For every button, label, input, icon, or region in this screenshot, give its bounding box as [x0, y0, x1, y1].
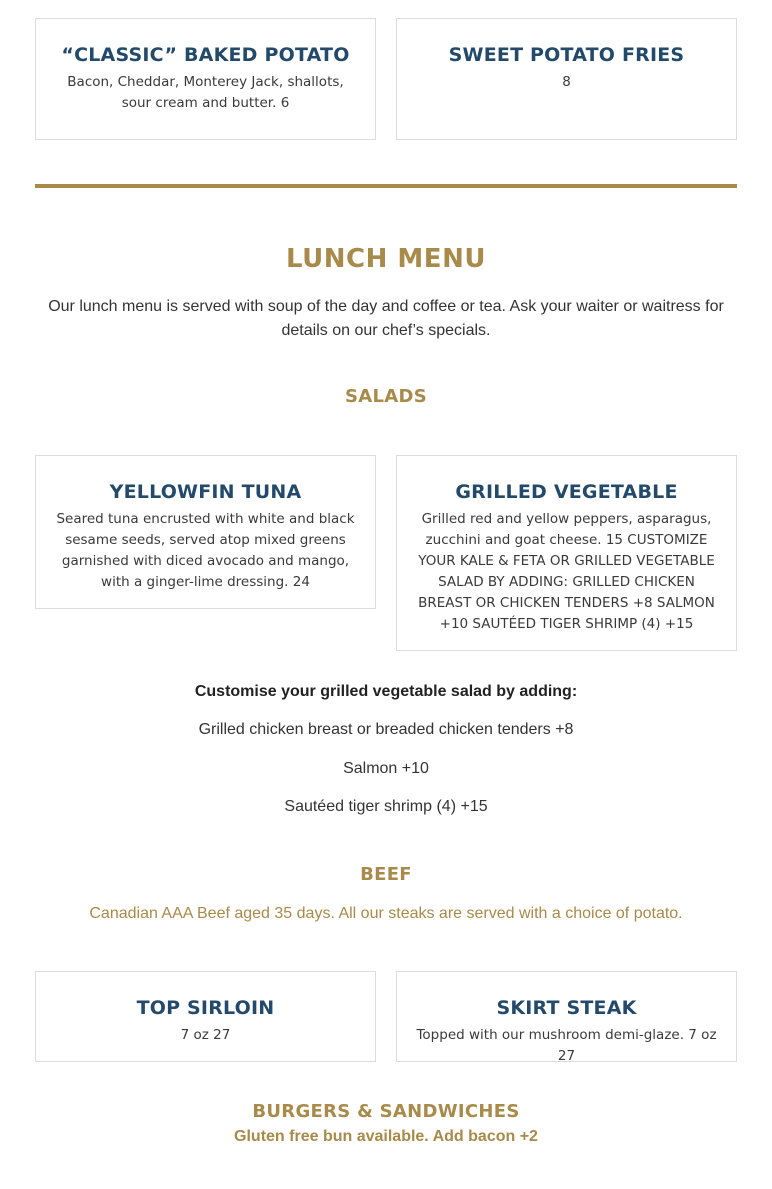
card-title: SWEET POTATO FRIES [448, 44, 685, 66]
burgers-heading: BURGERS & SANDWICHES [252, 1101, 520, 1122]
beef-note: Canadian AAA Beef aged 35 days. All our steaks are served with a choice of potato. [89, 905, 683, 922]
section-divider [35, 184, 737, 188]
salads-heading: SALADS [344, 386, 427, 407]
menu-card-yellowfin-tuna [35, 455, 376, 609]
menu-card-grilled-vegetable [396, 455, 737, 651]
card-title: “CLASSIC” BAKED POTATO [61, 44, 350, 66]
lunch-menu-heading: LUNCH MENU [286, 244, 486, 274]
menu-card-sweet-potato-fries [396, 18, 737, 140]
salad-addon-option: Sautéed tiger shrimp (4) +15 [284, 798, 488, 815]
salad-addon-option: Salmon +10 [343, 760, 429, 777]
beef-heading: BEEF [360, 864, 412, 885]
card-title: SKIRT STEAK [496, 997, 637, 1019]
menu-card-top-sirloin [35, 971, 376, 1062]
menu-card-classic-baked-potato [35, 18, 376, 140]
card-description: 8 [562, 74, 571, 90]
card-description: Bacon, Cheddar, Monterey Jack, shallots, sour cream and butter. 6 [67, 74, 344, 111]
card-description: 7 oz 27 [180, 1027, 231, 1043]
card-title: YELLOWFIN TUNA [109, 481, 302, 503]
card-title: GRILLED VEGETABLE [455, 481, 678, 503]
burgers-note: Gluten free bun available. Add bacon +2 [234, 1128, 538, 1145]
lunch-menu-intro: Our lunch menu is served with soup of the day and coffee or tea. Ask your waiter or waitress for details on our chef’s specials. [48, 298, 724, 339]
salad-addon-option: Grilled chicken breast or breaded chicken tenders +8 [198, 721, 574, 738]
card-description: Grilled red and yellow peppers, asparagus, zucchini and goat cheese. 15 CUSTOMIZE YOUR KALE & FETA OR GRILLED VEGETABLE SALAD BY ADDING: GRILLED CHICKEN BREAST OR CHICKEN TENDERS +8 SALMON +10 SAUTÉED TIGER SHRIMP (4) +15 [418, 511, 715, 632]
card-description: Topped with our mushroom demi-glaze. 7 oz 27 [416, 1027, 717, 1064]
menu-card-skirt-steak [396, 971, 737, 1062]
card-title: TOP SIRLOIN [136, 997, 275, 1019]
card-description: Seared tuna encrusted with white and black sesame seeds, served atop mixed greens garnished with diced avocado and mango, with a ginger-lime dressing. 24 [56, 511, 355, 590]
customise-heading: Customise your grilled vegetable salad by adding: [194, 683, 578, 700]
